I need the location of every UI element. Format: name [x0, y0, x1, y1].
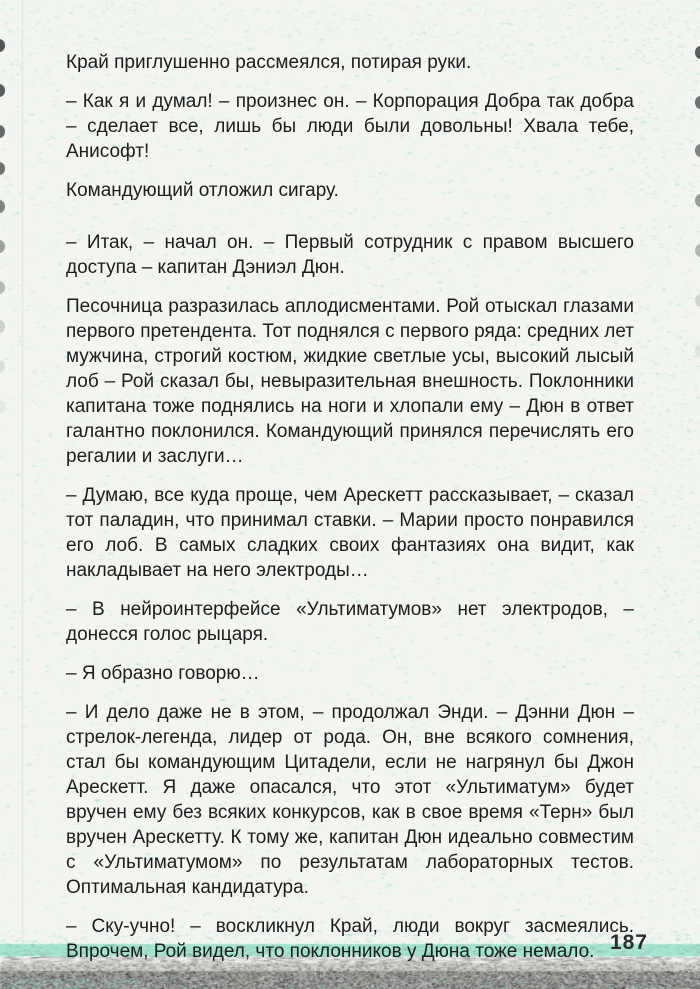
paragraph: Песочница разразилась аплодисментами. Рой отыскал глазами первого претендента. Тот поднялся с первого ряда: средних лет мужчина, строгий костюм, жидкие светлые усы, высокий лысый лоб – Рой сказал бы, невыразительная внешность. Поклонники капитана тоже поднялись на ноги и хлопали ему – Дюн в ответ галантно поклонился. Командующий принялся перечислять его регалии и заслуги…: [66, 296, 634, 467]
paragraph: – Я образно говорю…: [66, 663, 260, 684]
binding-hole-icon: [695, 194, 700, 207]
paragraph: – И дело даже не в этом, – продолжал Энди. – Дэнни Дюн – стрелок-легенда, лидер от рода. Он, вне всякого сомнения, стал бы командующим Цитадели, если не нагрянул бы Джон Арескетт. Я даже опасался, что этот «Ультиматум» будет вручен ему без всяких конкурсов, как в свое время «Терн» был вручен Арескетту. К тому же, капитан Дюн идеально совместим с «Ультиматумом» по результатам лабораторных тестов. Оптимальная кандидатура.: [66, 702, 634, 898]
page-text: [66, 50, 634, 978]
paragraph: – Как я и думал! – произнес он. – Корпорация Добра так добра – сделает все, лишь бы люди были довольны! Хвала тебе, Анисофт!: [66, 91, 634, 162]
paragraph: Командующий отложил сигару.: [66, 180, 339, 201]
page-number: 187: [609, 931, 648, 954]
binding-hole-icon: [695, 344, 700, 357]
binding-hole-icon: [695, 294, 700, 307]
paragraph: – Думаю, все куда проще, чем Арескетт рассказывает, – сказал тот паладин, что принимал ставки. – Марии просто понравился его лоб. В самых сладких своих фантазиях она видит, как накладывает на него электроды…: [66, 485, 634, 581]
paragraph: Край приглушенно рассмеялся, потирая руки.: [66, 52, 472, 73]
binding-hole-icon: [695, 244, 700, 257]
paragraph: – В нейроинтерфейсе «Ультиматумов» нет электродов, – донесся голос рыцаря.: [66, 599, 634, 645]
binding-hole-icon: [695, 144, 700, 157]
paragraph: – Ску-учно! – воскликнул Край, люди вокруг засмеялись. Впрочем, Рой видел, что поклонников у Дюна тоже немало.: [66, 916, 634, 962]
binding-hole-icon: [695, 96, 700, 109]
binding-hole-icon: [695, 46, 700, 59]
paragraph: – Итак, – начал он. – Первый сотрудник с правом высшего доступа – капитан Дэниэл Дюн.: [66, 232, 634, 278]
